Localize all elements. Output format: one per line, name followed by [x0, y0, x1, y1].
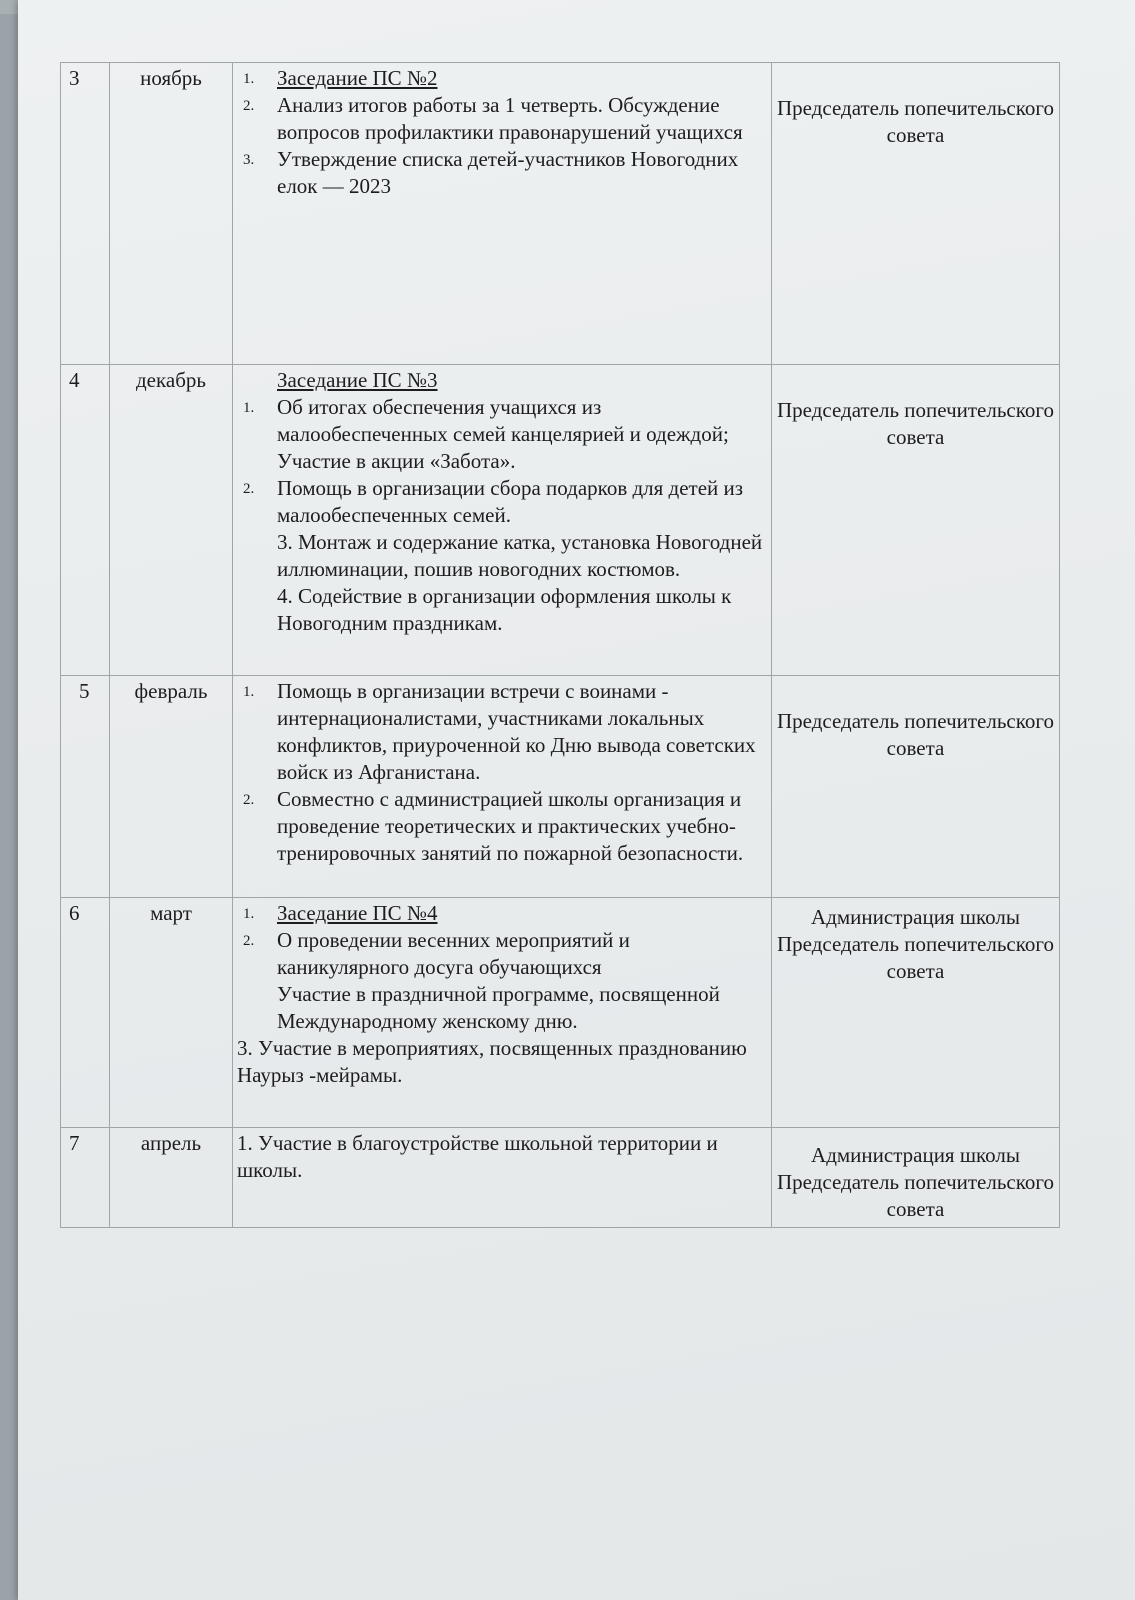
list-item: 3. Утверждение списка детей-участников Новогодних елок — 2023 [243, 147, 739, 198]
row-responsible: Председатель попечительского совета [772, 63, 1060, 365]
meeting-heading: Заседание ПС №3 [277, 368, 438, 392]
row-content [233, 676, 772, 898]
plan-table [60, 62, 1060, 1228]
row-content [233, 898, 772, 1128]
list-item-continuation: Участие в праздничной программе, посвященной Международному женскому дню. [277, 982, 720, 1033]
list-item: 1. Участие в благоустройстве школьной территории и школы. [237, 1131, 718, 1182]
table-row [61, 1128, 1060, 1228]
row-month: апрель [110, 1128, 233, 1228]
row-responsible [772, 898, 1060, 1128]
row-responsible: Председатель попечительского совета [772, 365, 1060, 676]
list-item: 1. Заседание ПС №4 [243, 901, 438, 925]
row-responsible: Председатель попечительского совета [772, 676, 1060, 898]
list-item: 2. Анализ итогов работы за 1 четверть. Обсуждение вопросов профилактики правонарушений учащихся [243, 93, 743, 144]
responsible-admin: Администрация школы [811, 1143, 1020, 1167]
row-content [233, 365, 772, 676]
responsible-chair: Председатель попечительского совета [777, 932, 1054, 983]
table-row [61, 676, 1060, 898]
table-row [61, 898, 1060, 1128]
list-item: 1. Помощь в организации встречи с воинами - интернационалистами, участниками локальных конфликтов, приуроченной ко Дню вывода советских войск из Афганистана. [243, 679, 756, 784]
list-item: 1. Об итогах обеспечения учащихся из малообеспеченных семей канцелярией и одеждой; Участие в акции «Забота». [243, 395, 729, 473]
table-row [61, 365, 1060, 676]
row-number: 7 [61, 1128, 110, 1228]
row-number: 4 [61, 365, 110, 676]
row-number: 5 [61, 676, 110, 898]
row-number: 6 [61, 898, 110, 1128]
row-month: ноябрь [110, 63, 233, 365]
list-item: 3. Монтаж и содержание катка, установка Новогодней иллюминации, пошив новогодних костюмов. [277, 530, 763, 581]
list-item: 2. О проведении весенних мероприятий и каникулярного досуга обучающихся [243, 928, 630, 979]
table-row [61, 63, 1060, 365]
row-month: февраль [110, 676, 233, 898]
row-number: 3 [61, 63, 110, 365]
row-month: март [110, 898, 233, 1128]
list-item: 3. Участие в мероприятиях, посвященных празднованию Наурыз -мейрамы. [237, 1036, 747, 1087]
row-content [233, 1128, 772, 1228]
list-item: 1. Заседание ПС №2 [243, 66, 438, 90]
list-item: 4. Содействие в организации оформления школы к Новогодним праздникам. [277, 584, 732, 635]
responsible-admin: Администрация школы [811, 905, 1020, 929]
responsible-chair: Председатель попечительского совета [777, 1170, 1054, 1221]
row-responsible [772, 1128, 1060, 1228]
list-item: 2. Помощь в организации сбора подарков для детей из малообеспеченных семей. [243, 476, 744, 527]
row-month: декабрь [110, 365, 233, 676]
row-content [233, 63, 772, 365]
list-item: 2. Совместно с администрацией школы организация и проведение теоретических и практических учебно-тренировочных занятий по пожарной безопасности. [243, 787, 744, 865]
